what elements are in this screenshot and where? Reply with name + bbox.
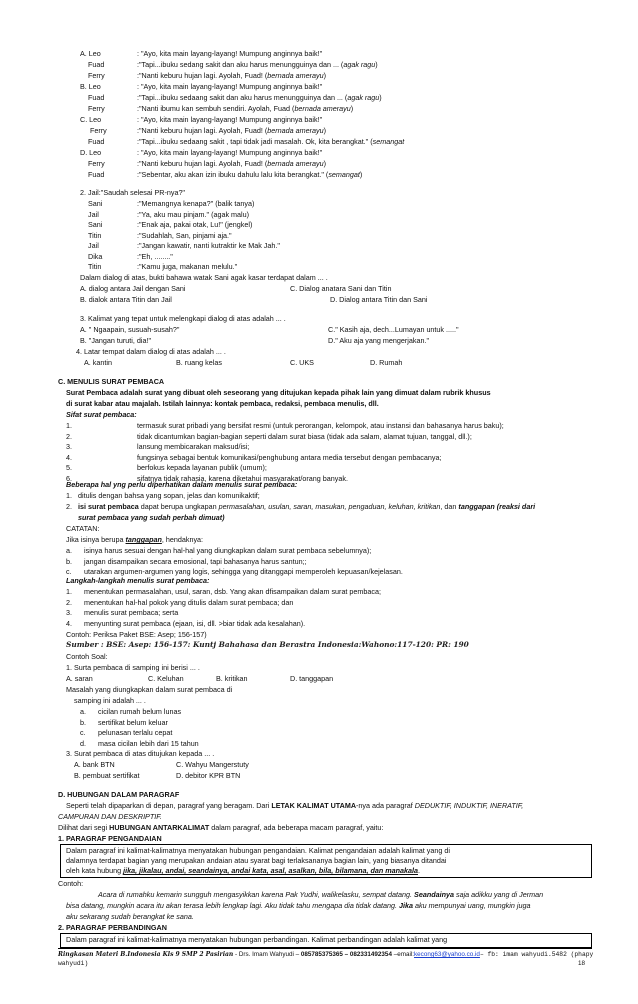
soal-2-option: cicilan rumah belum lunas bbox=[98, 707, 182, 716]
section-c-intro-2: di surat kabar atau majalah. Istilah lainnya: kontak pembaca, redaksi, pembaca menulis, dll. bbox=[66, 399, 379, 408]
opt-a-line1: : "Ayo, kita main layang-layang! Mumpung anginnya baik!" bbox=[137, 49, 323, 58]
jika-word: Jika bbox=[398, 901, 413, 910]
q4-option-c: C. UKS bbox=[290, 358, 314, 367]
footer-title: Ringkasan Materi B.Indonesia Kls 9 SMP 2 Pasirian bbox=[58, 951, 234, 958]
q2-speaker: Dika bbox=[88, 251, 103, 261]
soal-1-c: C. Keluhan bbox=[148, 674, 184, 683]
soal-2-letter: d. bbox=[80, 738, 86, 748]
q2-dialog-line: :"Eh, ........" bbox=[137, 251, 173, 261]
soal-1: 1. Surta pembaca di samping ini berisi ... . bbox=[66, 663, 200, 672]
langkah-item: menyunting surat pembaca (ejaan, isi, dll. >biar tidak ada kesalahan). bbox=[84, 618, 306, 628]
langkah-heading: Langkah-langkah menulis surat pembaca: bbox=[66, 576, 210, 585]
heading-pengandaian: 1. PARAGRAF PENGANDAIAN bbox=[58, 834, 162, 843]
footer-fb-cont: wahyudi) bbox=[58, 960, 89, 967]
letak-kalimat-utama: LETAK KALIMAT UTAMA bbox=[271, 801, 357, 810]
opt-d-line3: :"Sebentar, aku akan izin ibuku dahulu lalu kita berangkat." (semangat) bbox=[137, 170, 363, 179]
section-c-title: C. MENULIS SURAT PEMBACA bbox=[58, 377, 165, 386]
paragraf-types: DEDUKTIF, INDUKTIF, INERATIF, bbox=[414, 801, 524, 810]
kata-hubung-list: jika, jikalau, andai, seandainya, andai kata, asal, asalkan, bila, bilamana, dan manakala bbox=[123, 866, 418, 875]
sifat-number: 6. bbox=[66, 473, 72, 483]
tanggapan-letter: b. bbox=[66, 556, 72, 566]
section-d-p1: Seperti telah dipaparkan di depan, paragraf yang beragam. Dari LETAK KALIMAT UTAMA-nya ada paragraf DEDUKTIF, INDUKTIF, INERATIF, bbox=[66, 801, 524, 810]
perlu-heading: Beberapa hal yng perlu diperhatikan dalam menulis surat pembaca: bbox=[66, 480, 298, 489]
langkah-item: menentukan permasalahan, usul, saran, dsb. Yang akan dfisampaikan dalam surat pembaca; bbox=[84, 587, 381, 596]
langkah-number: 1. bbox=[66, 587, 72, 596]
contoh-soal: Contoh Soal: bbox=[66, 652, 108, 661]
hubungan-antarkalimat: HUBUNGAN ANTARKALIMAT bbox=[109, 823, 210, 832]
opt-c-line1: : "Ayo, kita main layang-layang! Mumpung anginnya baik!" bbox=[137, 115, 323, 124]
q2-option-b: B. dialok antara Titin dan Jail bbox=[80, 295, 172, 304]
section-c-intro-1: Surat Pembaca adalah surat yang dibuat oleh seseorang yang ditujukan kepada pihak lain yang dimuat dalam rubrik khusus bbox=[66, 388, 491, 397]
q2-speaker: Jail bbox=[88, 209, 99, 219]
opt-a-leo: A. Leo bbox=[80, 49, 101, 58]
perlu-2-bold: isi surat pembaca bbox=[78, 502, 139, 511]
opt-a-speaker3: Ferry bbox=[88, 71, 105, 80]
q2-question: Dalam dialog di atas, bukti bahawa watak Sani agak kasar terdapat dalam ... . bbox=[80, 273, 328, 282]
langkah-item: menulis surat pembaca; serta bbox=[84, 608, 179, 617]
contoh-label: Contoh: bbox=[58, 879, 84, 888]
section-d-p1-cont: CAMPURAN DAN DESKRIPTIF. bbox=[58, 812, 162, 821]
opt-b-line2: :"Tapi...ibuku sedaang sakit dan aku harus menungguinya dan ... (agak ragu) bbox=[137, 93, 382, 102]
pengandaian-line1: Dalam paragraf ini kalimat-kalimatnya menyatakan hubungan pengandaian. Kalimat pengandaian adalah kalimat yang di bbox=[66, 846, 450, 855]
q2-option-a: A. dialog antara Jail dengan Sani bbox=[80, 284, 186, 293]
sifat-number: 4. bbox=[66, 452, 72, 462]
perlu-2: 2. isi surat pembaca dapat berupa ungkapan permasalahan, usulan, saran, masukan, pengaduan, keluhan, kritikan, dan tanggapan (reaksi dari bbox=[66, 502, 536, 511]
q3-option-d: D." Aku aja yang mengerjakan." bbox=[328, 336, 429, 345]
q2-option-d: D. Dialog antara Titin dan Sani bbox=[330, 295, 428, 304]
tanggapan-item: jangan disampaikan secara emosional, tapi bahasanya harus santun;; bbox=[84, 556, 307, 566]
perlu-1: ditulis dengan bahsa yang sopan, jelas dan komunikaktif; bbox=[78, 491, 260, 500]
soal-2-letter: a. bbox=[80, 707, 86, 716]
section-d-title: D. HUBUNGAN DALAM PARAGRAF bbox=[58, 790, 180, 799]
langkah-number: 3. bbox=[66, 608, 72, 617]
q4-head: 4. Latar tempat dalam dialog di atas adalah ... . bbox=[76, 347, 226, 356]
perbandingan-line1: Dalam paragraf ini kalimat-kalimatnya menyatakan hubungan perbandingan. Kalimat perbandingan adalah kalimat yang bbox=[66, 935, 448, 944]
tanggapan-letter: c. bbox=[66, 567, 72, 576]
opt-b-leo: B. Leo bbox=[80, 82, 101, 91]
soal-2-option: sertifikat belum keluar bbox=[98, 717, 168, 727]
footer-email-link[interactable]: kecong63@yahoo.co.id bbox=[414, 951, 480, 958]
q2-head: 2. Jail:"Saudah selesai PR-nya?" bbox=[80, 188, 185, 197]
soal-3-b: B. pembuat sertifikat bbox=[74, 771, 140, 780]
sumber-line: Sumber : BSE: Asep: 156-157: Kuntj Bahahasa dan Berastra Indonesia:Wahono:117-120: PR: 190 bbox=[66, 640, 469, 649]
heading-perbandingan: 2. PARAGRAF PERBANDINGAN bbox=[58, 923, 167, 932]
tanggapan-word: tanggapan bbox=[125, 535, 162, 544]
opt-a-line2: :"Tapi...ibuku sedang sakit dan aku harus menungguinya dan ... (agak ragu) bbox=[137, 60, 378, 69]
soal-1-b: B. kritikan bbox=[216, 674, 248, 683]
soal-2-option: masa cicilan lebih dari 15 tahun bbox=[98, 738, 199, 748]
q3-head: 3. Kalimat yang tepat untuk melengkapi dialog di atas adalah ... . bbox=[80, 314, 286, 323]
catatan: CATATAN: bbox=[66, 524, 100, 533]
opt-c-speaker2: Ferry bbox=[90, 126, 107, 135]
soal-3-a: A. bank BTN bbox=[74, 760, 115, 769]
footer-fb: – fb: imam wahyudi.5482 (phapy bbox=[479, 951, 594, 958]
perlu-num-1: 1. bbox=[66, 491, 72, 500]
sifat-number: 2. bbox=[66, 431, 72, 441]
q2-speaker: Sani bbox=[88, 220, 103, 229]
soal-1-d: D. tanggapan bbox=[290, 674, 334, 683]
soal-2-letter: c. bbox=[80, 728, 86, 737]
opt-a-speaker2: Fuad bbox=[88, 60, 105, 69]
opt-c-line2: :"Nanti keburu hujan lagi. Ayolah, Fuad! (bernada amerayu) bbox=[137, 126, 327, 135]
q2-option-c: C. Dialog anatara Sani dan Titin bbox=[290, 284, 392, 293]
footer-line: Ringkasan Materi B.Indonesia Kls 9 SMP 2 Pasirian - Drs. Imam Wahyudi – 085785375365 – 082331492354 –email:kecong63@yahoo.co.id– fb: imam wahyudi.5482 (phapy bbox=[58, 951, 594, 958]
opt-c-line3: :"Tapi...ibuku sedaang sakit , tapi tidak jadi masalah. Ok, kita berangkat." (semangat bbox=[137, 137, 405, 146]
soal-2-line1: Masalah yang diungkapkan dalam surat pembaca di bbox=[66, 685, 233, 694]
page-number: 18 bbox=[578, 960, 586, 967]
sifat-number: 1. bbox=[66, 421, 72, 430]
q2-dialog-line: :"Kamu juga, makanan melulu." bbox=[137, 262, 238, 271]
q3-option-c: C." Kasih aja, dech...Lumayan untuk ....." bbox=[328, 325, 459, 334]
perlu-2-italic: permasalahan, usulan, saran, masukan, pengaduan, keluhan, kritikan bbox=[218, 502, 441, 511]
q2-speaker: Sani bbox=[88, 199, 103, 208]
q2-dialog-line: :"Memangnya kenapa?" (balik tanya) bbox=[137, 199, 255, 208]
q2-speaker: Titin bbox=[88, 230, 102, 240]
opt-c-speaker3: Fuad bbox=[88, 137, 105, 146]
opt-b-speaker2: Fuad bbox=[88, 93, 105, 102]
pengandaian-line2: dalamnya terdapat bagian yang merupakan andaian atau syarat bagi terlaksananya bagian lain, yang biasanya ditandai bbox=[66, 856, 447, 865]
langkah-item: menentukan hal-hal pokok yang ditulis dalam surat pembaca; dan bbox=[84, 597, 294, 607]
footer-phones: 085785375365 – 082331492354 bbox=[300, 951, 392, 958]
q4-option-a: A. kantin bbox=[84, 358, 112, 367]
q4-option-b: B. ruang kelas bbox=[176, 358, 222, 367]
opt-a-line3: :"Nanti keburu hujan lagi. Ayolah, Fuad! (bernada amerayu) bbox=[137, 71, 327, 80]
opt-d-line2: :"Nanti keburu hujan lagi. Ayolah, Fuad! (bernada amerayu) bbox=[137, 159, 327, 168]
example-line1: Acara di rumahku kemarin sungguh mengasyikkan karena Pak Yudhi, walikelasku, sempat datang. Seandainya saja adikku yang di Jerman bbox=[98, 890, 544, 899]
example-line2: bisa datang, mungkin acara itu akan terasa lebih lengkap lagi. Aku tidak tahu mengapa dia tidak datang. Jika aku mempunyai uang, mungkin juga bbox=[66, 901, 531, 910]
q2-speaker: Titin bbox=[88, 262, 102, 271]
perlu-2-text: dapat berupa ungkapan bbox=[138, 502, 219, 511]
sifat-item: berfokus kepada layanan publik (umum); bbox=[137, 463, 267, 472]
opt-b-speaker3: Ferry bbox=[88, 104, 105, 113]
langkah-number: 4. bbox=[66, 618, 72, 628]
langkah-number: 2. bbox=[66, 597, 72, 607]
soal-2-line2: samping ini adalah ... . bbox=[74, 696, 146, 705]
soal-3-c: C. Wahyu Mangerstuty bbox=[176, 760, 249, 769]
soal-2-option: pelunasan terlalu cepat bbox=[98, 728, 173, 737]
sifat-item: sifatnya tidak rahasia, karena diketahui masyarakat/orang banyak. bbox=[137, 473, 348, 483]
perlu-2-bold-italic: tanggapan (reaksi dari bbox=[458, 502, 536, 511]
sifat-number: 5. bbox=[66, 463, 72, 472]
tanggapan-item: isinya harus sesuai dengan hal-hal yang diungkapkan dalam surat pembaca sebelumnya); bbox=[84, 546, 372, 555]
opt-d-line1: : "Ayo, kita main layang-layang! Mumpung anginnya baik!" bbox=[137, 148, 323, 157]
opt-b-line1: : "Ayo, kita main layang-layang! Mumpung anginnya baik!" bbox=[137, 82, 323, 91]
jika-line: Jika isinya berupa tanggapan, hendaknya: bbox=[66, 535, 204, 544]
opt-c-leo: C. Leo bbox=[80, 115, 102, 124]
seandainya-word: Seandainya bbox=[414, 890, 454, 899]
q2-dialog-line: :"Ya, aku mau pinjam." (agak malu) bbox=[137, 209, 250, 219]
perlu-2-dan: , dan bbox=[440, 502, 459, 511]
soal-1-a: A. saran bbox=[66, 674, 93, 683]
contoh-periksa: Contoh: Periksa Paket BSE: Asep; 156-157) bbox=[66, 630, 207, 639]
section-d-p2: Dilihat dari segi HUBUNGAN ANTARKALIMAT dalam paragraf, ada beberapa macam paragraf, yaitu: bbox=[58, 823, 384, 832]
soal-3-d: D. debitor KPR BTN bbox=[176, 771, 241, 780]
q3-option-a: A. " Ngaapain, susuah-susah?" bbox=[80, 325, 180, 334]
soal-2-letter: b. bbox=[80, 717, 86, 727]
sifat-item: fungsinya sebagai bentuk komunikasi/penghubung antara media tersebut dengan pembacanya; bbox=[137, 452, 442, 462]
sifat-item: tidak dicantumkan bagian-bagian seperti dalam surat biasa (tidak ada salam, alamat tujuan, tanggal, dll.); bbox=[137, 431, 472, 441]
sifat-item: lansung membicarakan maksud/isi; bbox=[137, 442, 250, 451]
q2-dialog-line: :"Sudahlah, San, pinjami aja." bbox=[137, 230, 232, 240]
opt-b-line3: :"Nanti ibumu kan sembuh sendiri. Ayolah, Fuad (bernada amerayu) bbox=[137, 104, 354, 113]
opt-d-leo: D. Leo bbox=[80, 148, 102, 157]
sifat-heading: Sifat surat pembaca: bbox=[66, 410, 137, 419]
sifat-item: termasuk surat pribadi yang bersifat resmi (untuk perorangan, kelompok, atau instansi dan bahasanya harus baku); bbox=[137, 421, 504, 430]
opt-d-speaker3: Fuad bbox=[88, 170, 105, 179]
q3-option-b: B. "Jangan turuti, dia!" bbox=[80, 336, 152, 345]
q2-dialog-line: :"Jangan kawatir, nanti kutraktir ke Mak Jah." bbox=[137, 241, 280, 250]
q2-dialog-line: :"Enak aja, pakai otak, Lu!" (jengkel) bbox=[137, 220, 253, 229]
q2-speaker: Jail bbox=[88, 241, 99, 250]
q4-option-d: D. Rumah bbox=[370, 358, 403, 367]
example-line3: aku sekarang sudah berangkat ke sana. bbox=[66, 912, 194, 921]
tanggapan-item: utarakan argumen-argumen yang logis, sehingga yang ditanggapi memperoleh kepuasan/kejelasan. bbox=[84, 567, 403, 576]
soal-3: 3. Surat pembaca di atas ditujukan kepada ... . bbox=[66, 749, 215, 758]
tanggapan-letter: a. bbox=[66, 546, 72, 555]
pengandaian-line3: oleh kata hubung jika, jikalau, andai, seandainya, andai kata, asal, asalkan, bila, bilamana, dan manakala. bbox=[66, 866, 420, 875]
footer-rule bbox=[58, 948, 592, 949]
sifat-number: 3. bbox=[66, 442, 72, 451]
perlu-2-cont: surat pembaca yang sudah perbah dimuat) bbox=[78, 513, 225, 522]
opt-d-speaker2: Ferry bbox=[88, 159, 105, 168]
